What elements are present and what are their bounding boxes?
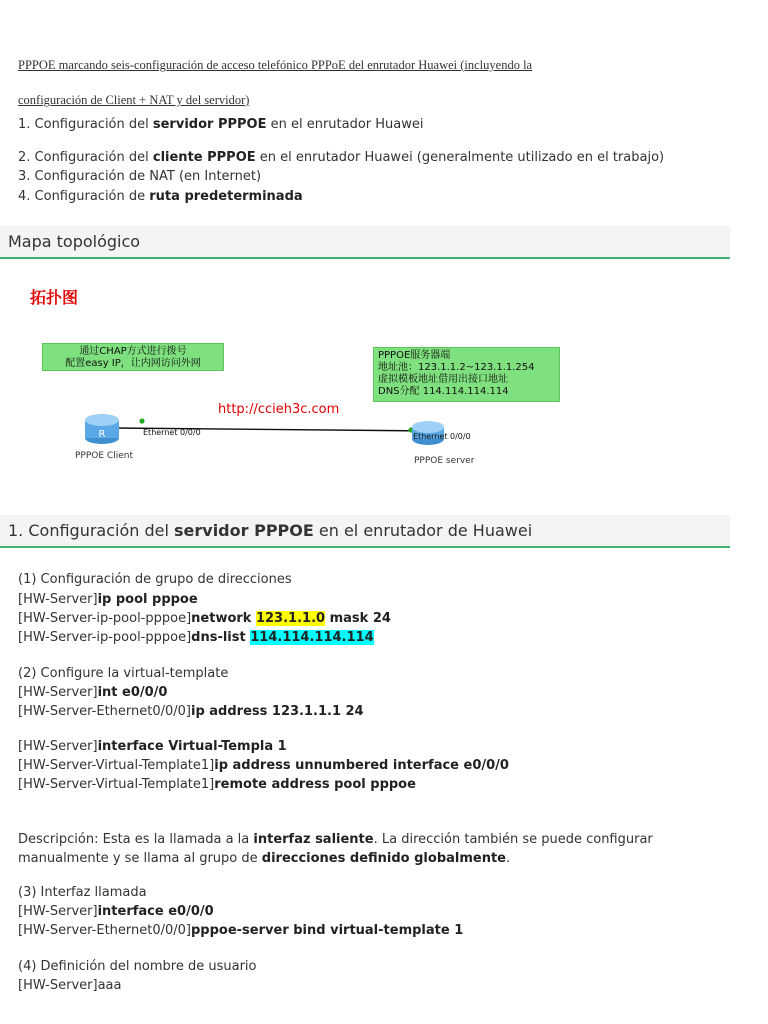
server-note-line-1: PPPOE服务器端	[378, 350, 451, 361]
cfg-line: [HW-Server-Virtual-Template1]ip address unnumbered interface e0/0/0	[18, 758, 509, 773]
client-note-line-1: 通过CHAP方式进行拨号	[79, 346, 187, 357]
server-device-label: PPPOE server	[414, 456, 475, 466]
topology-svg	[30, 285, 575, 475]
cfg-line: [HW-Server-ip-pool-pppoe]network 123.1.1.0 mask 24	[18, 611, 391, 626]
section-1-title: 1. Configuración del servidor PPPOE en el enrutador de Huawei	[8, 521, 533, 540]
cfg-line: [HW-Server]interface Virtual-Templa 1	[18, 739, 287, 754]
topology-diagram	[30, 285, 575, 475]
server-note-line-3: 虚拟模板地址借用出接口地址	[378, 374, 508, 385]
intro-item-3: 3. Configuración de NAT (en Internet)	[18, 169, 262, 184]
section-1-header	[0, 515, 730, 548]
intro-item-4: 4. Configuración de ruta predeterminada	[18, 189, 303, 204]
cfg-heading-2: (2) Configure la virtual-template	[18, 666, 229, 681]
description-line-1: Descripción: Esta es la llamada a la interfaz saliente. La dirección también se puede configurar	[18, 832, 653, 847]
document-title-line-2: configuración de Client + NAT y del servidor)	[18, 93, 250, 107]
url-watermark: http://ccieh3c.com	[218, 402, 340, 417]
intro-item-2: 2. Configuración del cliente PPPOE en el enrutador Huawei (generalmente utilizado en el trabajo)	[18, 150, 665, 165]
cfg-line: [HW-Server-Ethernet0/0/0]ip address 123.1.1.1 24	[18, 704, 364, 719]
cfg-line: [HW-Server]aaa	[18, 978, 122, 993]
cfg-line: [HW-Server-Ethernet0/0/0]pppoe-server bind virtual-template 1	[18, 923, 464, 938]
topology-section-title: Mapa topológico	[8, 232, 141, 251]
cfg-line: [HW-Server-Virtual-Template1]remote address pool pppoe	[18, 777, 416, 792]
topology-section-header	[0, 226, 730, 259]
client-note-line-2: 配置easy IP，让内网访问外网	[65, 358, 201, 369]
cfg-heading-1: (1) Configuración de grupo de direcciones	[18, 572, 292, 587]
client-port-dot	[139, 418, 144, 423]
client-port-label: Ethernet 0/0/0	[143, 428, 201, 437]
svg-text:R: R	[98, 429, 106, 440]
highlight-network: 123.1.1.0	[255, 611, 326, 626]
cfg-heading-4: (4) Definición del nombre de usuario	[18, 959, 257, 974]
client-router-icon	[85, 414, 119, 444]
cfg-line: [HW-Server]interface e0/0/0	[18, 904, 214, 919]
diagram-title: 拓扑图	[30, 288, 79, 307]
cfg-heading-3: (3) Interfaz llamada	[18, 885, 147, 900]
server-note-line-4: DNS分配 114.114.114.114	[378, 386, 509, 397]
cfg-line: [HW-Server-ip-pool-pppoe]dns-list 114.114.114.114	[18, 630, 374, 645]
cfg-line: [HW-Server]int e0/0/0	[18, 685, 168, 700]
server-port-label: Ethernet 0/0/0	[413, 432, 471, 441]
highlight-dns: 114.114.114.114	[250, 630, 374, 645]
document-title-line-1: PPPOE marcando seis-configuración de acceso telefónico PPPoE del enrutador Huawei (incluyendo la	[18, 58, 533, 72]
intro-item-1: 1. Configuración del servidor PPPOE en el enrutador Huawei	[18, 117, 424, 132]
description-line-2: manualmente y se llama al grupo de direcciones definido globalmente.	[18, 851, 511, 866]
server-note-line-2: 地址池：123.1.1.2~123.1.1.254	[378, 362, 535, 373]
client-device-label: PPPOE Client	[75, 451, 133, 461]
cfg-line: [HW-Server]ip pool pppoe	[18, 592, 198, 607]
